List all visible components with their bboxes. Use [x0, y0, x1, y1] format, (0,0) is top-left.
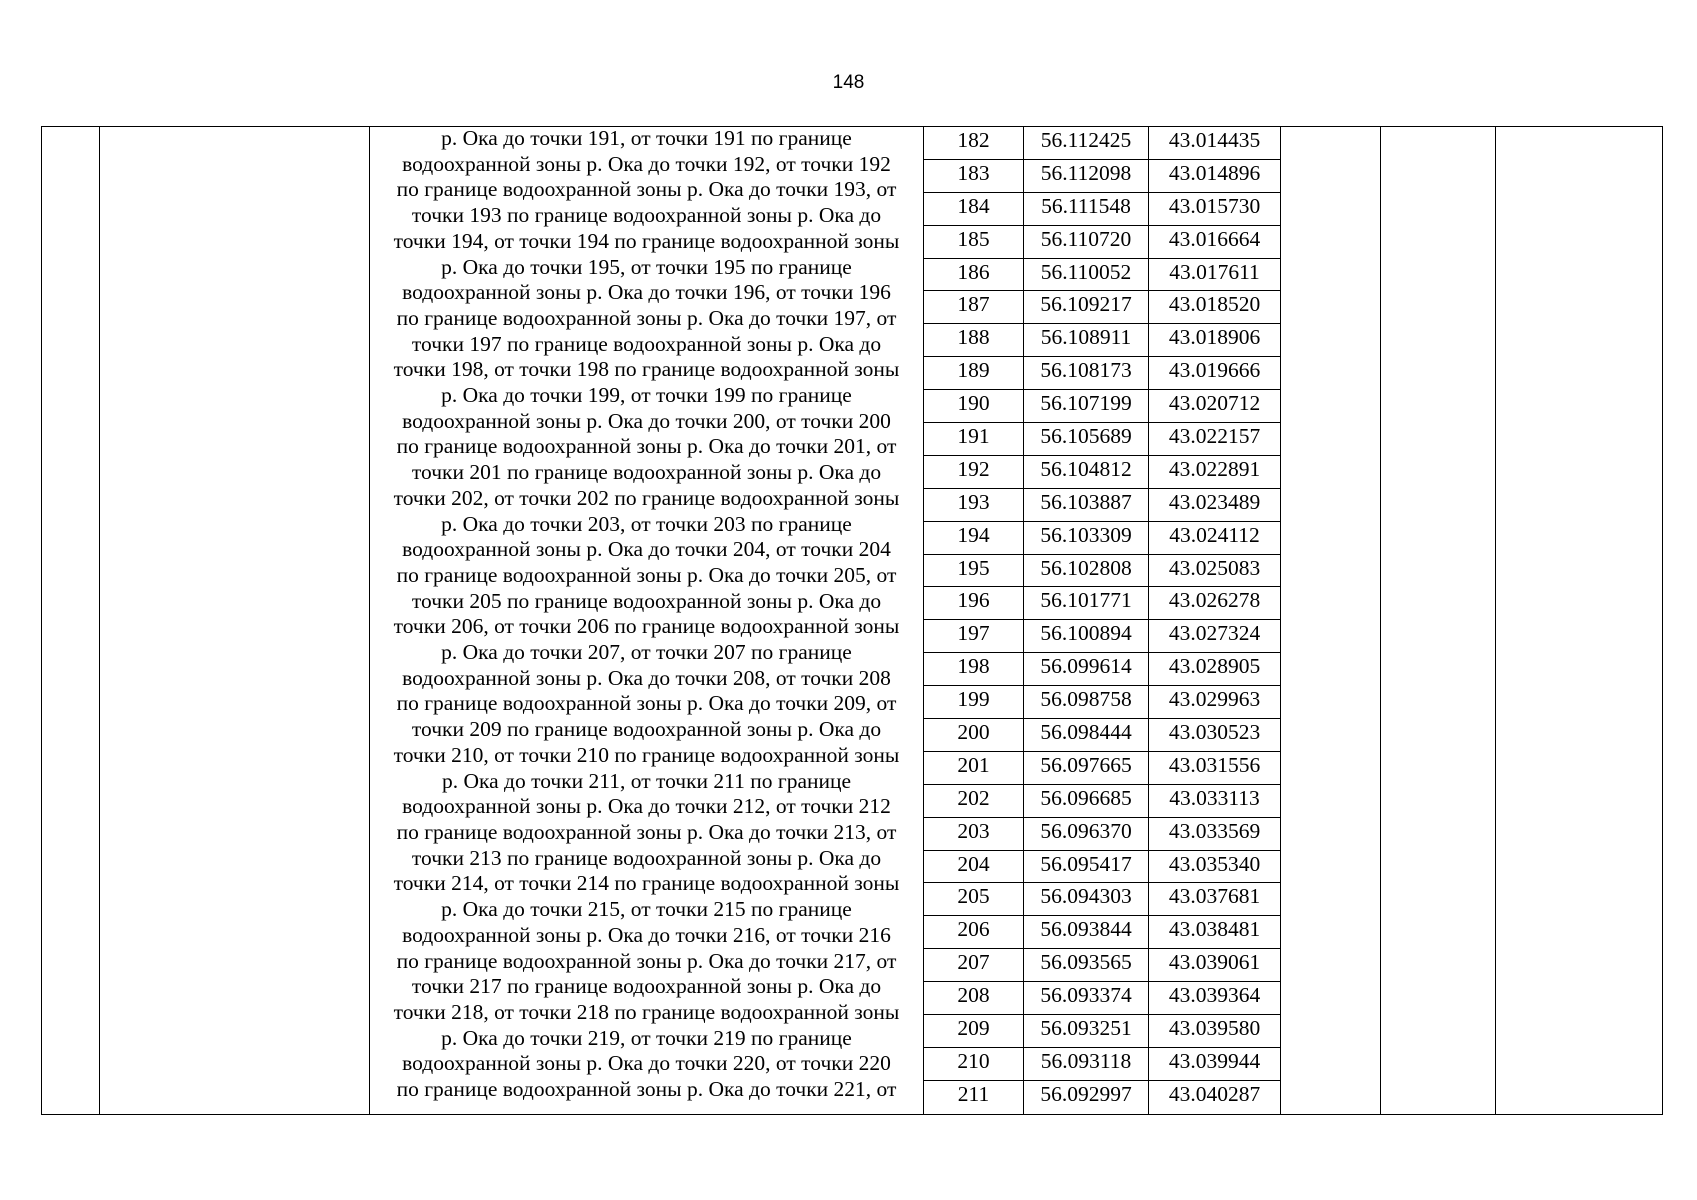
point-number: 195 — [924, 555, 1024, 587]
description-line: р. Ока до точки 191, от точки 191 по границе — [441, 127, 852, 150]
longitude-cell: 43.022157 — [1149, 423, 1281, 455]
point-number: 186 — [924, 259, 1024, 291]
longitude-cell: 43.037681 — [1149, 883, 1281, 915]
table-row — [924, 653, 1281, 686]
point-number: 211 — [924, 1081, 1024, 1114]
longitude-cell: 43.018906 — [1149, 324, 1281, 356]
longitude-cell: 43.018520 — [1149, 291, 1281, 323]
table-column-extra-3 — [1496, 127, 1664, 1114]
point-number: 201 — [924, 752, 1024, 784]
latitude-cell: 56.099614 — [1024, 653, 1149, 685]
description-line: водоохранной зоны р. Ока до точки 196, от точки 196 — [402, 280, 891, 305]
description-line: точки 217 по границе водоохранной зоны р. Ока до — [411, 974, 882, 999]
longitude-cell: 43.039364 — [1149, 982, 1281, 1014]
longitude-cell: 43.014896 — [1149, 160, 1281, 192]
latitude-cell: 56.102808 — [1024, 555, 1149, 587]
table-row — [924, 390, 1281, 423]
table-row — [924, 620, 1281, 653]
table-row — [924, 226, 1281, 259]
latitude-cell: 56.093844 — [1024, 916, 1149, 948]
longitude-cell: 43.025083 — [1149, 555, 1281, 587]
table-row — [924, 259, 1281, 292]
point-number: 188 — [924, 324, 1024, 356]
table-row — [924, 160, 1281, 193]
point-number: 192 — [924, 456, 1024, 488]
table-row — [924, 851, 1281, 884]
description-line: точки 210, от точки 210 по границе водоохранной зоны — [393, 742, 900, 767]
point-number: 209 — [924, 1015, 1024, 1047]
latitude-cell: 56.100894 — [1024, 620, 1149, 652]
table-row — [924, 193, 1281, 226]
point-number: 190 — [924, 390, 1024, 422]
description-line: точки 205 по границе водоохранной зоны р. Ока до — [411, 588, 882, 613]
description-line: р. Ока до точки 215, от точки 215 по границе — [441, 897, 852, 922]
latitude-cell: 56.101771 — [1024, 587, 1149, 619]
longitude-cell: 43.016664 — [1149, 226, 1281, 258]
description-line: р. Ока до точки 211, от точки 211 по границе — [441, 768, 852, 793]
point-number: 189 — [924, 357, 1024, 389]
longitude-cell: 43.017611 — [1149, 259, 1281, 291]
point-number: 203 — [924, 818, 1024, 850]
point-number: 202 — [924, 785, 1024, 817]
latitude-cell: 56.098758 — [1024, 686, 1149, 718]
description-line: водоохранной зоны р. Ока до точки 208, от точки 208 — [402, 665, 891, 690]
point-number: 205 — [924, 883, 1024, 915]
point-number: 185 — [924, 226, 1024, 258]
description-line: точки 202, от точки 202 по границе водоохранной зоны — [393, 485, 900, 510]
point-number: 196 — [924, 587, 1024, 619]
description-line: по границе водоохранной зоны р. Ока до точки 201, от — [396, 434, 897, 459]
longitude-cell: 43.035340 — [1149, 851, 1281, 883]
table-row — [924, 587, 1281, 620]
longitude-cell: 43.039944 — [1149, 1048, 1281, 1080]
description-line: по границе водоохранной зоны р. Ока до точки 197, от — [396, 305, 897, 330]
longitude-cell: 43.030523 — [1149, 719, 1281, 751]
description-line: точки 214, от точки 214 по границе водоохранной зоны — [393, 871, 900, 896]
description-line: точки 197 по границе водоохранной зоны р. Ока до — [411, 331, 882, 356]
latitude-cell: 56.095417 — [1024, 851, 1149, 883]
description-line: водоохранной зоны р. Ока до точки 212, от точки 212 — [402, 794, 891, 819]
point-number: 187 — [924, 291, 1024, 323]
table-row — [924, 555, 1281, 588]
description-line: р. Ока до точки 199, от точки 199 по границе — [441, 383, 852, 408]
longitude-cell: 43.038481 — [1149, 916, 1281, 948]
description-line: р. Ока до точки 219, от точки 219 по границе — [441, 1025, 852, 1050]
latitude-cell: 56.108911 — [1024, 324, 1149, 356]
description-line: точки 206, от точки 206 по границе водоохранной зоны — [393, 614, 900, 639]
description-line: р. Ока до точки 195, от точки 195 по границе — [441, 254, 852, 279]
latitude-cell: 56.105689 — [1024, 423, 1149, 455]
latitude-cell: 56.107199 — [1024, 390, 1149, 422]
point-number: 198 — [924, 653, 1024, 685]
description-line: точки 193 по границе водоохранной зоны р. Ока до — [411, 203, 882, 228]
longitude-cell: 43.033569 — [1149, 818, 1281, 850]
longitude-cell: 43.028905 — [1149, 653, 1281, 685]
description-line: по границе водоохранной зоны р. Ока до точки 205, от — [396, 562, 897, 587]
table-row — [924, 324, 1281, 357]
description-line: по границе водоохранной зоны р. Ока до точки 217, от — [396, 948, 897, 973]
point-number: 199 — [924, 686, 1024, 718]
latitude-cell: 56.097665 — [1024, 752, 1149, 784]
point-number: 184 — [924, 193, 1024, 225]
point-number: 206 — [924, 916, 1024, 948]
point-number: 197 — [924, 620, 1024, 652]
latitude-cell: 56.112425 — [1024, 127, 1149, 159]
table-row — [924, 883, 1281, 916]
description-line: по границе водоохранной зоны р. Ока до точки 193, от — [396, 177, 897, 202]
table-column-index — [42, 127, 100, 1114]
table-row — [924, 785, 1281, 818]
latitude-cell: 56.110052 — [1024, 259, 1149, 291]
table-row — [924, 719, 1281, 752]
latitude-cell: 56.093118 — [1024, 1048, 1149, 1080]
point-number: 200 — [924, 719, 1024, 751]
table-column-name — [100, 127, 370, 1114]
longitude-cell: 43.026278 — [1149, 587, 1281, 619]
latitude-cell: 56.103887 — [1024, 489, 1149, 521]
table-column-extra-1 — [1281, 127, 1381, 1114]
latitude-cell: 56.111548 — [1024, 193, 1149, 225]
point-number: 208 — [924, 982, 1024, 1014]
latitude-cell: 56.093565 — [1024, 949, 1149, 981]
latitude-cell: 56.098444 — [1024, 719, 1149, 751]
latitude-cell: 56.104812 — [1024, 456, 1149, 488]
table-row — [924, 522, 1281, 555]
longitude-cell: 43.023489 — [1149, 489, 1281, 521]
latitude-cell: 56.093374 — [1024, 982, 1149, 1014]
table-row — [924, 489, 1281, 522]
latitude-cell: 56.109217 — [1024, 291, 1149, 323]
longitude-cell: 43.040287 — [1149, 1081, 1281, 1114]
table-row — [924, 423, 1281, 456]
table-row — [924, 686, 1281, 719]
latitude-cell: 56.093251 — [1024, 1015, 1149, 1047]
latitude-cell: 56.094303 — [1024, 883, 1149, 915]
latitude-cell: 56.108173 — [1024, 357, 1149, 389]
description-line: водоохранной зоны р. Ока до точки 216, от точки 216 — [402, 922, 891, 947]
page-number: 148 — [832, 72, 865, 93]
table-row — [924, 1015, 1281, 1048]
table-row — [924, 752, 1281, 785]
description-line: водоохранной зоны р. Ока до точки 220, от точки 220 — [402, 1051, 891, 1076]
boundary-table — [41, 126, 1663, 1115]
description-line: водоохранной зоны р. Ока до точки 204, от точки 204 — [402, 537, 891, 562]
table-row — [924, 916, 1281, 949]
point-number: 191 — [924, 423, 1024, 455]
table-row — [924, 291, 1281, 324]
boundary-description — [370, 127, 923, 1103]
description-line: по границе водоохранной зоны р. Ока до точки 221, от — [396, 1077, 897, 1102]
table-row — [924, 818, 1281, 851]
point-number: 194 — [924, 522, 1024, 554]
latitude-cell: 56.092997 — [1024, 1081, 1149, 1114]
latitude-cell: 56.103309 — [1024, 522, 1149, 554]
longitude-cell: 43.039580 — [1149, 1015, 1281, 1047]
longitude-cell: 43.027324 — [1149, 620, 1281, 652]
longitude-cell: 43.015730 — [1149, 193, 1281, 225]
longitude-cell: 43.020712 — [1149, 390, 1281, 422]
description-line: водоохранной зоны р. Ока до точки 200, от точки 200 — [402, 408, 891, 433]
longitude-cell: 43.019666 — [1149, 357, 1281, 389]
latitude-cell: 56.110720 — [1024, 226, 1149, 258]
table-row — [924, 949, 1281, 982]
description-line: р. Ока до точки 207, от точки 207 по границе — [441, 640, 852, 665]
longitude-cell: 43.039061 — [1149, 949, 1281, 981]
point-number: 204 — [924, 851, 1024, 883]
point-number: 193 — [924, 489, 1024, 521]
description-line: точки 209 по границе водоохранной зоны р. Ока до — [411, 717, 882, 742]
description-line: по границе водоохранной зоны р. Ока до точки 213, от — [396, 819, 897, 844]
point-number: 210 — [924, 1048, 1024, 1080]
longitude-cell: 43.031556 — [1149, 752, 1281, 784]
table-column-extra-2 — [1381, 127, 1496, 1114]
table-row — [924, 357, 1281, 390]
description-line: водоохранной зоны р. Ока до точки 192, от точки 192 — [402, 151, 891, 176]
table-row — [924, 127, 1281, 160]
longitude-cell: 43.033113 — [1149, 785, 1281, 817]
longitude-cell: 43.022891 — [1149, 456, 1281, 488]
description-line: точки 194, от точки 194 по границе водоохранной зоны — [393, 228, 900, 253]
description-line: точки 218, от точки 218 по границе водоохранной зоны — [393, 999, 900, 1024]
table-row — [924, 1048, 1281, 1081]
longitude-cell: 43.024112 — [1149, 522, 1281, 554]
description-line: по границе водоохранной зоны р. Ока до точки 209, от — [396, 691, 897, 716]
description-line: точки 213 по границе водоохранной зоны р. Ока до — [411, 845, 882, 870]
table-row — [924, 1081, 1281, 1114]
description-line: точки 201 по границе водоохранной зоны р. Ока до — [411, 460, 882, 485]
latitude-cell: 56.096685 — [1024, 785, 1149, 817]
description-line: точки 198, от точки 198 по границе водоохранной зоны — [393, 357, 900, 382]
latitude-cell: 56.096370 — [1024, 818, 1149, 850]
table-row — [924, 982, 1281, 1015]
longitude-cell: 43.029963 — [1149, 686, 1281, 718]
point-number: 183 — [924, 160, 1024, 192]
description-line: р. Ока до точки 203, от точки 203 по границе — [441, 511, 852, 536]
point-number: 182 — [924, 127, 1024, 159]
table-column-description — [370, 127, 924, 1114]
longitude-cell: 43.014435 — [1149, 127, 1281, 159]
coordinates-block — [924, 127, 1281, 1114]
latitude-cell: 56.112098 — [1024, 160, 1149, 192]
table-row — [924, 456, 1281, 489]
point-number: 207 — [924, 949, 1024, 981]
